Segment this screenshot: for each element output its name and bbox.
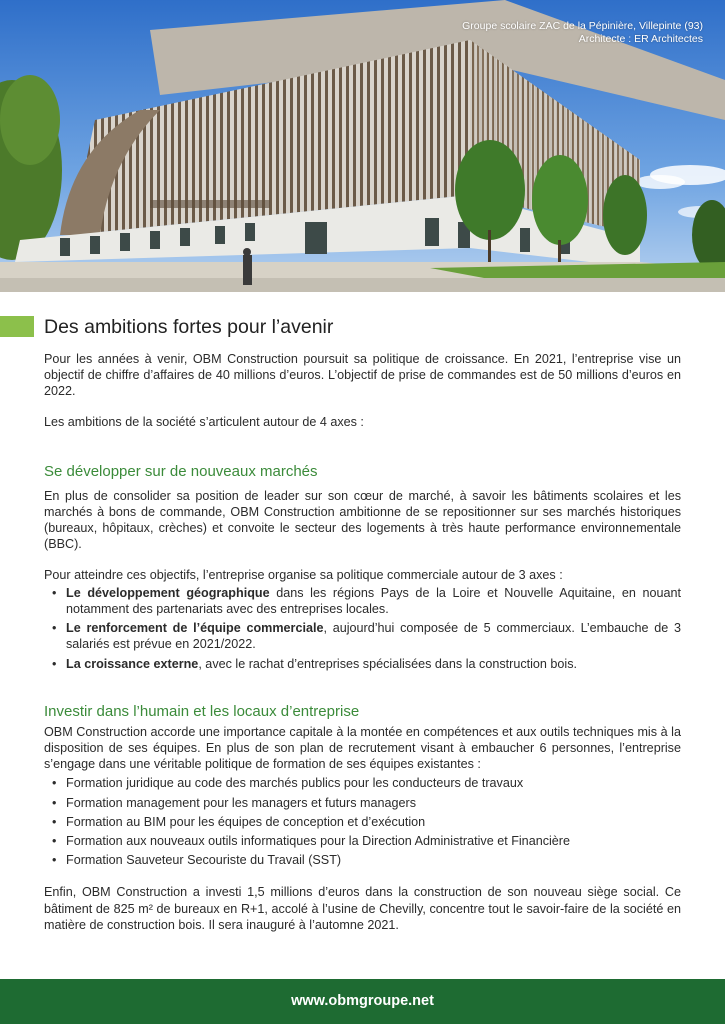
list-item — [44, 656, 681, 672]
website-link[interactable]: www.obmgroupe.net — [291, 993, 434, 1009]
list-item-bold: La croissance externe — [66, 656, 199, 671]
section-accent-bar — [0, 316, 34, 337]
list-item-text: dans les régions Pays de la Loire et Nouvelle Aquitaine, en nouant notamment des partenariats avec des entreprises locales. — [66, 585, 681, 617]
list-item — [44, 585, 681, 617]
commercial-axes-list — [44, 585, 681, 672]
list-item-text: , avec le rachat d’entreprises spécialisées dans la construction bois. — [198, 656, 578, 671]
intro-paragraph: Pour les années à venir, OBM Construction poursuit sa politique de croissance. En 2021, l’entreprise vise un objectif de chiffre d’affaires de 40 millions d’euros. L’objectif de prise de commandes est de 50 millions d’euros en 2022. — [44, 352, 681, 399]
photo-caption — [462, 20, 703, 46]
photo-caption-project: Groupe scolaire ZAC de la Pépinière, Villepinte (93) — [462, 20, 703, 32]
training-list — [44, 775, 681, 868]
hero-photo — [0, 0, 725, 292]
footer-bar — [0, 979, 725, 1024]
axes-intro: Les ambitions de la société s’articulent autour de 4 axes : — [44, 414, 364, 429]
list-item: • Formation au BIM pour les équipes de conception et d’exécution — [44, 814, 681, 830]
main-content — [44, 314, 681, 933]
section-markets-paragraph: En plus de consolider sa position de leader sur son cœur de marché, à savoir les bâtiments scolaires et les marchés à bons de commande, OBM Construction ambitionne de se repositionner sur ses marchés historiques (bureaux, hôpitaux, crèches) et convoite le secteur des logements à très haute performance environnementale (BBC). — [44, 488, 681, 552]
section-people-title: Investir dans l’humain et les locaux d’entreprise — [44, 702, 360, 720]
list-item: • Formation management pour les managers et futurs managers — [44, 795, 681, 811]
closing-paragraph: Enfin, OBM Construction a investi 1,5 millions d’euros dans la construction de son nouveau siège social. Ce bâtiment de 825 m² de bureaux en R+1, accolé à l’usine de Chevilly, concentre tout le savoir-faire de la société en matière de construction bois. Il sera inauguré à l’automne 2021. — [44, 885, 681, 932]
list-item — [44, 620, 681, 652]
list-item: • Formation aux nouveaux outils informatiques pour la Direction Administrative et Financière — [44, 833, 681, 849]
list-item-text: , aujourd’hui composée de 5 commerciaux. L’embauche de 3 salariés est prévue en 2021/2022. — [66, 621, 681, 652]
list-item: • Formation Sauveteur Secouriste du Travail (SST) — [44, 852, 681, 868]
section-markets-title: Se développer sur de nouveaux marchés — [44, 462, 318, 480]
list-item: • Formation juridique au code des marchés publics pour les conducteurs de travaux — [44, 775, 681, 791]
list-item-bold: Le développement géographique — [66, 585, 270, 600]
section-markets-list-intro: Pour atteindre ces objectifs, l’entreprise organise sa politique commerciale autour de 3 axes : — [44, 567, 563, 582]
list-item-bold: Le renforcement de l’équipe commerciale — [66, 621, 324, 636]
page-title: Des ambitions fortes pour l’avenir — [44, 316, 334, 338]
section-people-paragraph: OBM Construction accorde une importance capitale à la montée en compétences et aux outils techniques mis à la disposition de ses équipes. En plus de son plan de recrutement visant à embaucher 6 personnes, l’entreprise s’engage dans une véritable politique de formation de ses équipes existantes : — [44, 724, 681, 772]
photo-caption-architect: Architecte : ER Architectes — [578, 33, 703, 45]
